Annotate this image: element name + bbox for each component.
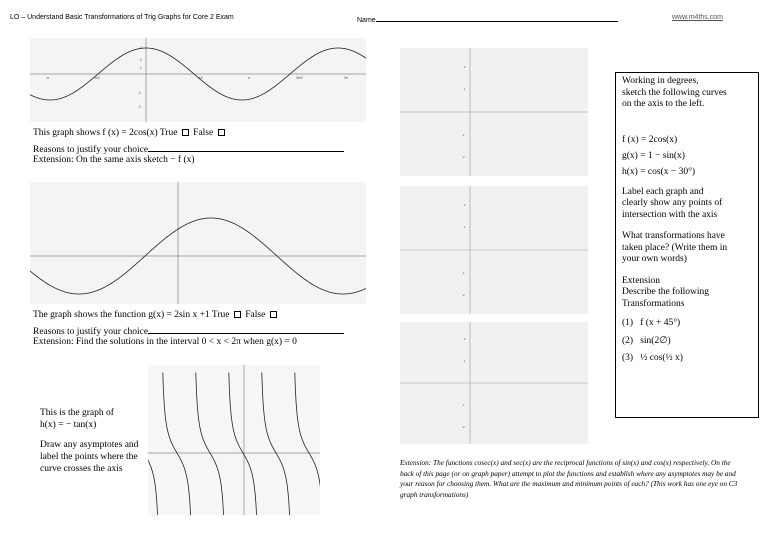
tick-label: -1 xyxy=(462,271,465,275)
tick-label: 1 xyxy=(464,359,466,363)
sin-graph xyxy=(30,182,366,304)
true-checkbox[interactable] xyxy=(182,129,189,136)
transform-line: What transformations have xyxy=(622,231,725,241)
tick-label: -π xyxy=(46,76,50,80)
q3-instr1: Draw any asymptotes and xyxy=(40,440,139,450)
blank-axes-1[interactable] xyxy=(400,48,588,176)
tick-label: 2 xyxy=(464,65,466,69)
true-checkbox[interactable] xyxy=(234,311,241,318)
false-checkbox[interactable] xyxy=(218,129,225,136)
extension-title: Extension xyxy=(622,275,660,286)
q3-instr2: label the points where the xyxy=(40,452,138,462)
tan-branch xyxy=(229,372,257,514)
tick-label: 1 xyxy=(140,66,142,70)
tick-label: -2 xyxy=(462,425,465,429)
tick-label: 1 xyxy=(464,87,466,91)
learning-objective: LO – Understand Basic Transformations of Trig Graphs for Core 2 Exam xyxy=(10,14,234,21)
tan-branch xyxy=(163,372,191,514)
q3-text xyxy=(40,407,138,475)
tick-label: π xyxy=(248,76,251,80)
intro-line: on the axis to the left. xyxy=(622,99,705,109)
blank-axes-3[interactable] xyxy=(400,322,588,444)
false-label: False xyxy=(193,128,214,138)
function-f: f (x) = 2cos(x) xyxy=(622,134,678,145)
blank-axes-2[interactable] xyxy=(400,186,588,314)
tick-label: -1 xyxy=(138,91,141,95)
function-g: g(x) = 1 − sin(x) xyxy=(622,150,685,161)
extension-note: Extension: The functions cosec(x) and sec(x) are the reciprocal functions of sin(x) and cos(x) respectively. On the back of this page (or on graph paper) attempt to plot the functions and establish where any asymptotes may be and your reason for choosing them. What are the maximum and minimum points of each? (This work has one eye on C3 graph transformations) xyxy=(400,458,738,499)
label-line: clearly show any points of xyxy=(622,198,723,208)
name-field[interactable] xyxy=(357,14,618,24)
website-link[interactable]: www.m4ths.com xyxy=(672,14,723,21)
item-2: (2) sin(2∅) xyxy=(622,335,671,346)
transform-line: your own words) xyxy=(622,254,687,264)
tick-label: -π/2 xyxy=(94,76,100,80)
tick-label: 3 xyxy=(140,46,142,50)
tick-label: -1 xyxy=(462,133,465,137)
q1-statement-text: This graph shows f (x) = 2cos(x) True xyxy=(33,128,178,138)
tan-branch xyxy=(148,372,158,514)
q3-line1: This is the graph of xyxy=(40,408,114,418)
function-h: h(x) = cos(x − 30°) xyxy=(622,166,696,177)
q2-reasons-label: Reasons to justify your choice xyxy=(33,327,149,337)
tick-label: 2π xyxy=(344,76,348,80)
q2-statement-text: The graph shows the function g(x) = 2sin x +1 True xyxy=(33,310,230,320)
name-label: Name xyxy=(357,17,376,24)
q1-reasons-label: Reasons to justify your choice xyxy=(33,145,149,155)
q3-line2: h(x) = − tan(x) xyxy=(40,420,97,430)
tick-label: -2 xyxy=(462,293,465,297)
q1-extension: Extension: On the same axis sketch − f (x) xyxy=(33,155,195,165)
extension-desc: Describe the following xyxy=(622,287,710,297)
item-1: (1) f (x + 45°) xyxy=(622,318,681,328)
tan-graph xyxy=(148,365,320,515)
q1-statement xyxy=(33,128,227,139)
tick-label: 2 xyxy=(464,203,466,207)
tick-label: 1 xyxy=(464,225,466,229)
tick-label: 3π/2 xyxy=(296,76,303,80)
tick-label: 2 xyxy=(140,58,142,62)
intro-line: Working in degrees, xyxy=(622,76,699,86)
q2-statement xyxy=(33,310,279,321)
tick-label: -2 xyxy=(138,105,141,109)
cos-graph xyxy=(30,38,366,122)
tan-branch xyxy=(262,372,290,514)
instructions-box xyxy=(615,72,759,418)
tan-branch xyxy=(295,372,320,514)
transform-line: taken place? (Write them in xyxy=(622,242,728,253)
tick-label: 2 xyxy=(464,337,466,341)
intro-line: sketch the following curves xyxy=(622,87,727,98)
label-line: Label each graph and xyxy=(622,186,704,197)
q3-instr3: curve crosses the axis xyxy=(40,464,123,474)
item-3: (3) ½ cos(½ x) xyxy=(622,353,683,363)
tick-label: -1 xyxy=(462,403,465,407)
false-label: False xyxy=(245,310,266,320)
false-checkbox[interactable] xyxy=(270,311,277,318)
label-line: intersection with the axis xyxy=(622,209,718,220)
q2-extension: Extension: Find the solutions in the interval 0 < x < 2π when g(x) = 0 xyxy=(33,337,297,347)
extension-desc: Transformations xyxy=(622,298,685,309)
tan-branch xyxy=(196,372,224,514)
tick-label: -2 xyxy=(462,155,465,159)
tick-label: π/2 xyxy=(198,76,203,80)
